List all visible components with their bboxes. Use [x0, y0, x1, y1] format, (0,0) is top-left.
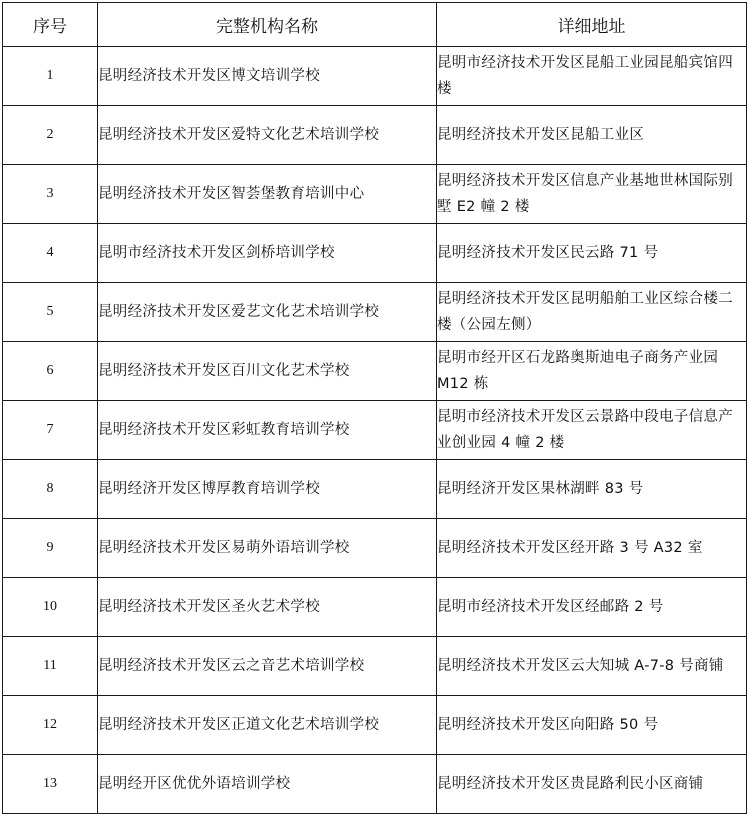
row-number: 6: [3, 342, 98, 401]
table-row: [3, 165, 747, 224]
institution-address: 昆明经济技术开发区向阳路 50 号: [437, 696, 747, 755]
table-row: [3, 578, 747, 637]
institution-address: 昆明经济技术开发区信息产业基地世林国际别墅 E2 幢 2 楼: [437, 165, 747, 224]
institution-address: 昆明经济技术开发区民云路 71 号: [437, 224, 747, 283]
institution-address: 昆明经济技术开发区经开路 3 号 A32 室: [437, 519, 747, 578]
document-sheet: [2, 2, 746, 814]
institution-name: 昆明经济技术开发区百川文化艺术学校: [98, 342, 437, 401]
table-row: [3, 106, 747, 165]
row-number: 13: [3, 755, 98, 814]
table-row: [3, 342, 747, 401]
institution-table: [2, 2, 747, 814]
institution-name: 昆明市经济技术开发区剑桥培训学校: [98, 224, 437, 283]
header-address: 详细地址: [437, 3, 747, 47]
row-number: 12: [3, 696, 98, 755]
institution-name: 昆明经济技术开发区彩虹教育培训学校: [98, 401, 437, 460]
table-header-row: [3, 3, 747, 47]
row-number: 1: [3, 47, 98, 106]
institution-name: 昆明经济技术开发区正道文化艺术培训学校: [98, 696, 437, 755]
row-number: 2: [3, 106, 98, 165]
institution-address: 昆明经济开发区果林湖畔 83 号: [437, 460, 747, 519]
row-number: 9: [3, 519, 98, 578]
institution-address: 昆明经济技术开发区昆明船舶工业区综合楼二楼（公园左侧）: [437, 283, 747, 342]
table-row: [3, 460, 747, 519]
header-name: 完整机构名称: [98, 3, 437, 47]
institution-address: 昆明市经济技术开发区云景路中段电子信息产业创业园 4 幢 2 楼: [437, 401, 747, 460]
row-number: 7: [3, 401, 98, 460]
institution-name: 昆明经济技术开发区爱特文化艺术培训学校: [98, 106, 437, 165]
row-number: 8: [3, 460, 98, 519]
row-number: 5: [3, 283, 98, 342]
institution-name: 昆明经济技术开发区易萌外语培训学校: [98, 519, 437, 578]
institution-address: 昆明市经济技术开发区经邮路 2 号: [437, 578, 747, 637]
table-row: [3, 637, 747, 696]
institution-address: 昆明市经济技术开发区昆船工业园昆船宾馆四楼: [437, 47, 747, 106]
table-row: [3, 224, 747, 283]
institution-name: 昆明经济技术开发区爱艺文化艺术培训学校: [98, 283, 437, 342]
institution-address: 昆明市经开区石龙路奥斯迪电子商务产业园 M12 栋: [437, 342, 747, 401]
header-seq: 序号: [3, 3, 98, 47]
table-row: [3, 519, 747, 578]
row-number: 10: [3, 578, 98, 637]
table-row: [3, 696, 747, 755]
table-row: [3, 755, 747, 814]
institution-address: 昆明经济技术开发区云大知城 A-7-8 号商铺: [437, 637, 747, 696]
institution-name: 昆明经开区优优外语培训学校: [98, 755, 437, 814]
institution-name: 昆明经济技术开发区圣火艺术学校: [98, 578, 437, 637]
institution-address: 昆明经济技术开发区昆船工业区: [437, 106, 747, 165]
institution-name: 昆明经济技术开发区云之音艺术培训学校: [98, 637, 437, 696]
table-row: [3, 283, 747, 342]
institution-name: 昆明经济开发区博厚教育培训学校: [98, 460, 437, 519]
institution-name: 昆明经济技术开发区博文培训学校: [98, 47, 437, 106]
table-row: [3, 401, 747, 460]
row-number: 3: [3, 165, 98, 224]
institution-name: 昆明经济技术开发区智荟堡教育培训中心: [98, 165, 437, 224]
row-number: 11: [3, 637, 98, 696]
institution-address: 昆明经济技术开发区贵昆路利民小区商铺: [437, 755, 747, 814]
table-row: [3, 47, 747, 106]
row-number: 4: [3, 224, 98, 283]
